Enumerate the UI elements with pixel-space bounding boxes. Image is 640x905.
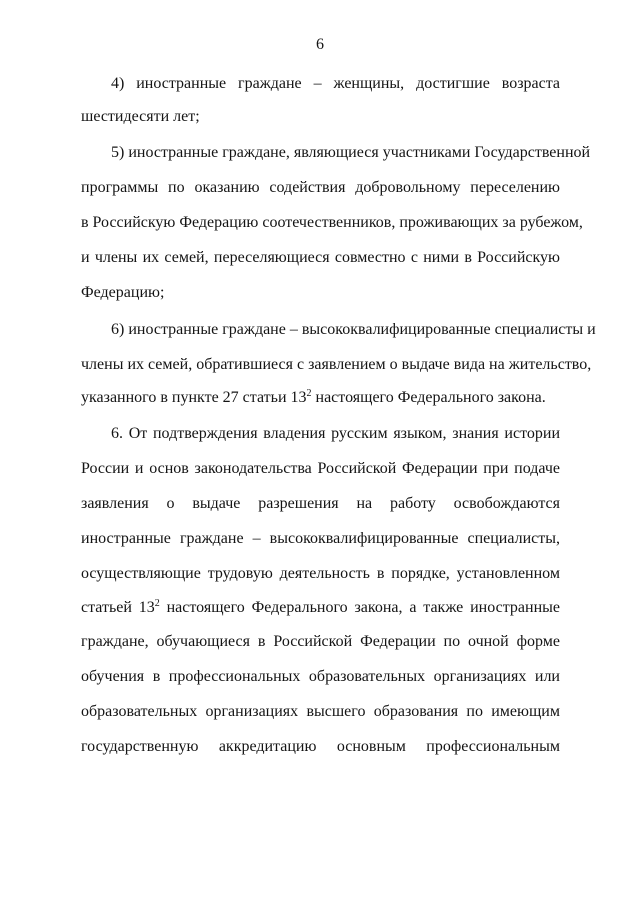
item5-line-4: и члены их семей, переселяющиеся совместно с ними в Российскую [81,249,560,266]
para6-line-7: граждане, обучающиеся в Российской Федерации по очной форме [81,633,560,650]
item4-line-1: 4) иностранные граждане – женщины, достигшие возраста [111,75,560,92]
item6-line-3 [81,388,560,408]
page-number: 6 [316,36,324,53]
para6-line-6 [81,598,560,618]
para6-line-2: России и основ законодательства Российской Федерации при подаче [81,460,560,477]
item4-line-2: шестидесяти лет; [81,108,200,125]
para6-line-6-text-a: статьей 13 [81,599,155,616]
para6-line-1: 6. От подтверждения владения русским языком, знания истории [111,425,560,442]
item6-line-3-text-b: настоящего Федерального закона. [311,389,546,406]
para6-line-8: обучения в профессиональных образовательных организациях или [81,668,560,685]
item6-line-3-superscript: 2 [306,388,312,399]
item5-line-3: в Российскую Федерацию соотечественников, проживающих за рубежом, [81,214,583,231]
para6-line-3: заявления о выдаче разрешения на работу освобождаются [81,495,560,512]
item6-line-3-text-a: указанного в пункте 27 статьи 13 [81,389,307,406]
item5-line-2: программы по оказанию содействия добровольному переселению [81,179,560,196]
item5-line-5: Федерацию; [81,284,165,301]
para6-line-6-superscript: 2 [154,598,160,609]
para6-line-4: иностранные граждане – высококвалифицированные специалисты, [81,530,560,547]
para6-line-10: государственную аккредитацию основным профессиональным [81,738,560,755]
para6-line-9: образовательных организациях высшего образования по имеющим [81,703,560,720]
item6-line-2: члены их семей, обратившиеся с заявлением о выдаче вида на жительство, [81,356,592,373]
item6-line-1: 6) иностранные граждане – высококвалифицированные специалисты и [111,321,596,338]
para6-line-5: осуществляющие трудовую деятельность в порядке, установленном [81,565,560,582]
para6-line-6-text-b: настоящего Федерального закона, а также иностранные [159,599,560,616]
item5-line-1: 5) иностранные граждане, являющиеся участниками Государственной [111,144,591,161]
